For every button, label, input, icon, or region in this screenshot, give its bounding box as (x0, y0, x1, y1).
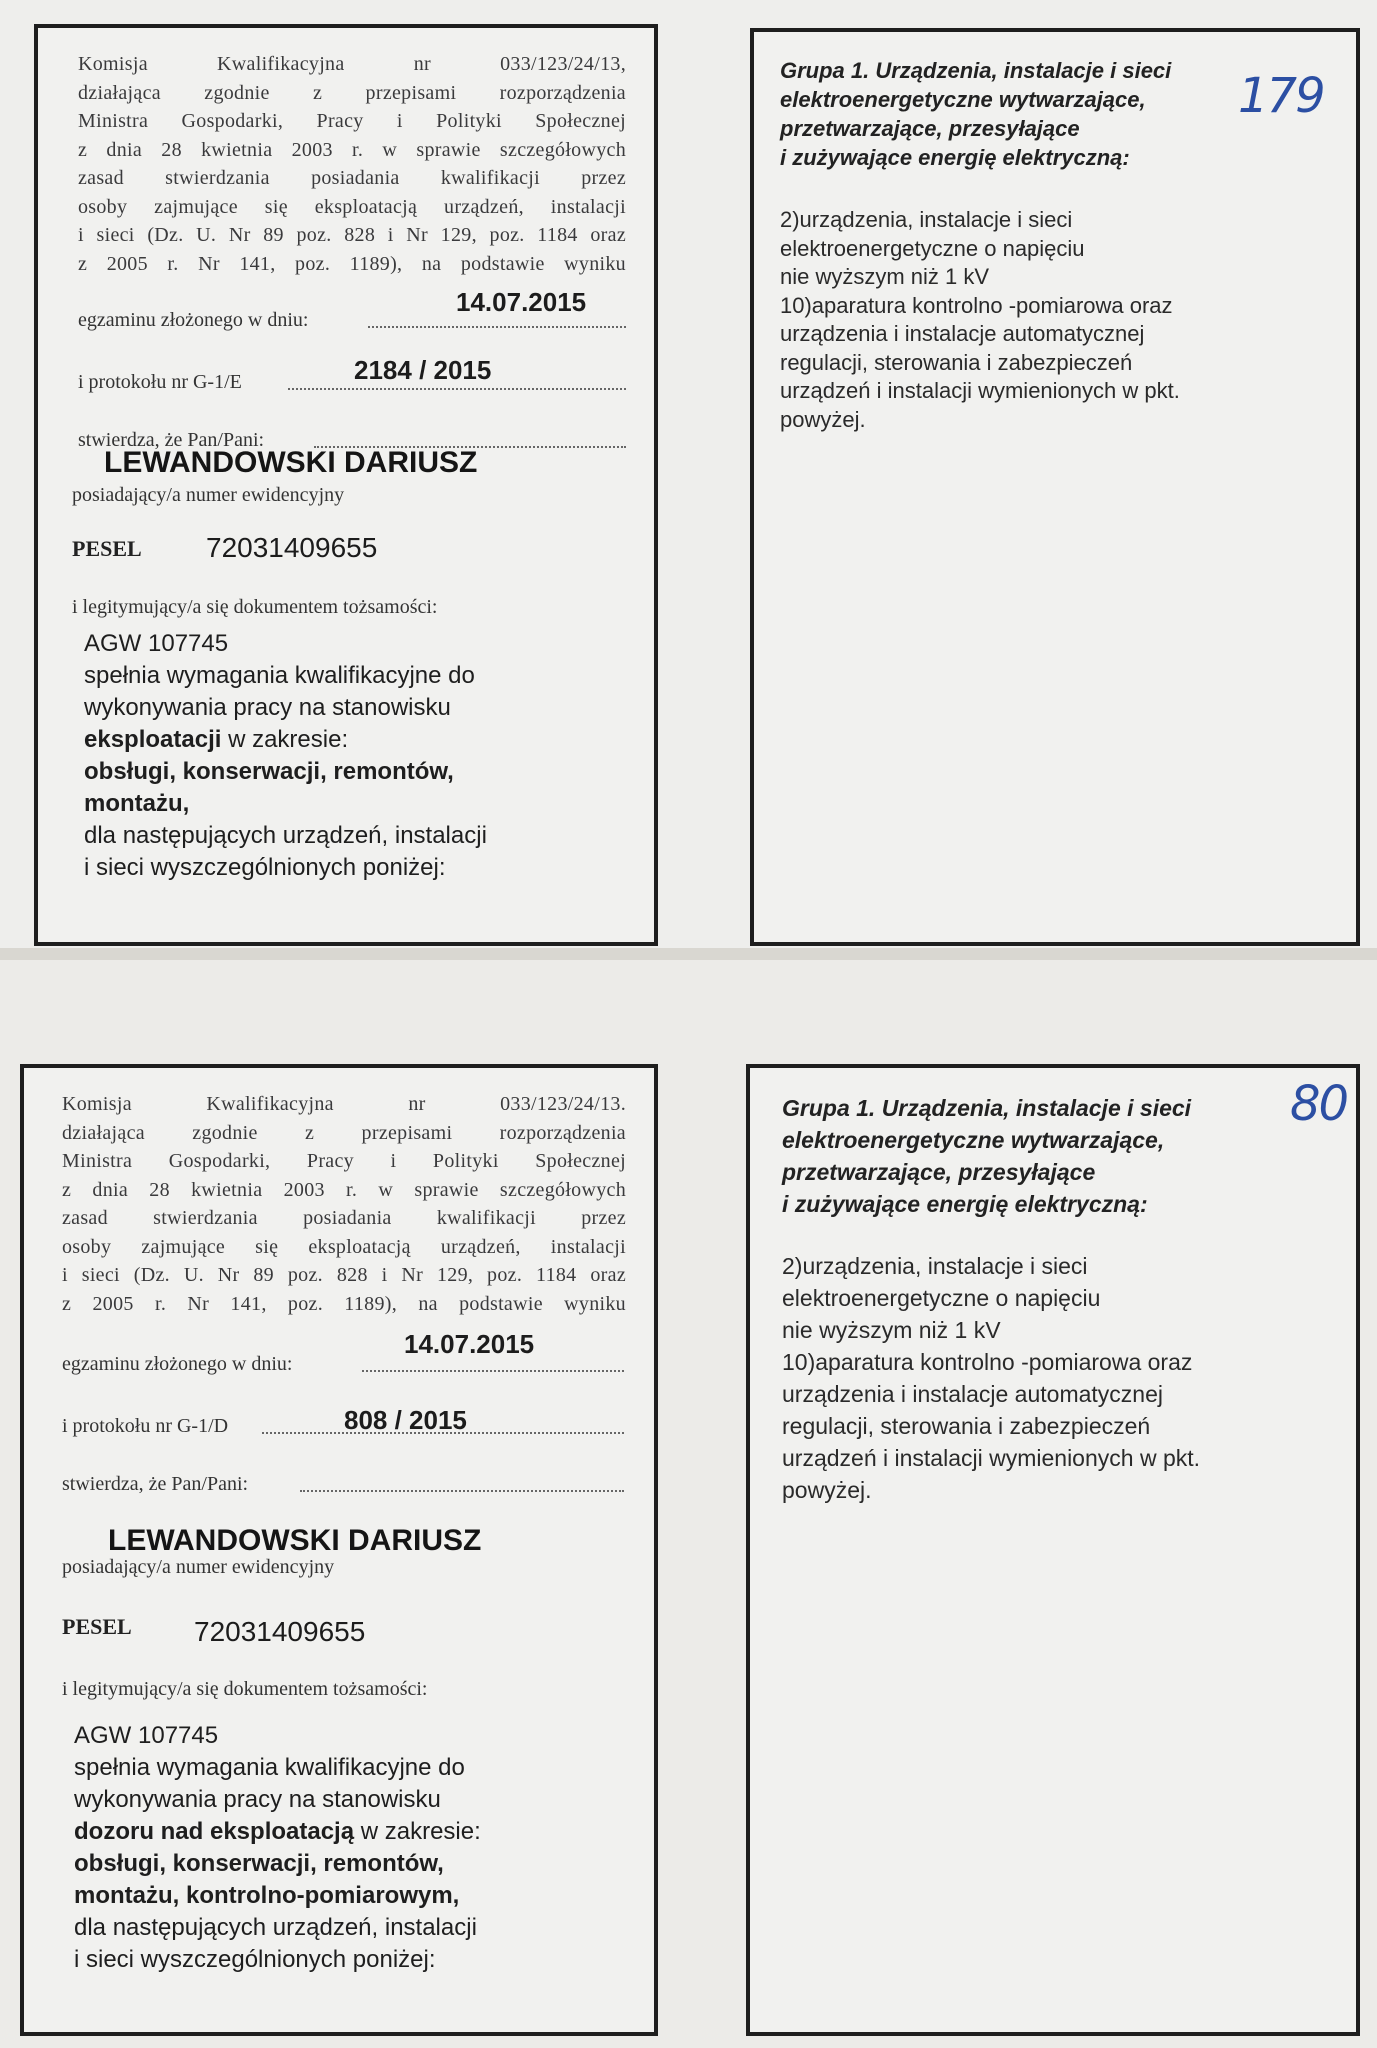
handwritten-page-number: 179 (1238, 68, 1324, 124)
holder-label: posiadający/a numer ewidencyjny (62, 1556, 335, 1578)
states-row (62, 1460, 626, 1496)
qualification-text (84, 628, 487, 884)
commission-intro (62, 1090, 626, 1318)
exam-date-label: egzaminu złożonego w dniu: (62, 1353, 293, 1375)
pesel-label: PESEL (62, 1614, 132, 1639)
devices-line: i sieci wyszczególnionych poniżej: (74, 1946, 436, 1973)
exam-date-row (78, 288, 626, 332)
scope-line: montażu, (84, 790, 190, 817)
devices-line: i sieci wyszczególnionych poniżej: (84, 854, 446, 881)
group-title-line: przetwarzające, przesyłające (780, 116, 1080, 141)
group-body-line: regulacji, sterowania i zabezpieczeń (780, 349, 1133, 375)
states-label: stwierdza, że Pan/Pani: (78, 429, 265, 451)
top-certificate-right-card (750, 28, 1360, 946)
holder-label: posiadający/a numer ewidencyjny (72, 484, 345, 506)
id-label: i legitymujący/a się dokumentem tożsamości: (62, 1678, 428, 1700)
scope-line: obsługi, konserwacji, remontów, (74, 1850, 444, 1877)
id-value: AGW 107745 (84, 630, 229, 657)
dotted-line (300, 1489, 624, 1492)
dotted-line (288, 387, 626, 390)
requirement-line: wykonywania pracy na stanowisku (84, 694, 451, 721)
bottom-certificate-left-card (20, 1064, 658, 2036)
group-body-line: 10)aparatura kontrolno -pomiarowa oraz (780, 292, 1173, 318)
scope-intro: w zakresie: (221, 726, 349, 753)
protocol-number: 808 / 2015 (344, 1405, 467, 1435)
intro-line: zasad stwierdzania posiadania kwalifikacji przez (78, 167, 626, 189)
group-title-line: i zużywające energię elektryczną: (780, 145, 1130, 170)
group-title-line: przetwarzające, przesyłające (782, 1159, 1096, 1185)
intro-line: osoby zajmujące się eksploatacją urządzeń, instalacji (62, 1235, 626, 1258)
group-body-line: elektroenergetyczne o napięciu (780, 235, 1085, 261)
scope-line: obsługi, konserwacji, remontów, (84, 758, 454, 785)
requirement-line: spełnia wymagania kwalifikacyjne do (84, 662, 475, 689)
bottom-certificate-right-card (746, 1064, 1360, 2036)
protocol-label: i protokołu nr G-1/D (62, 1415, 229, 1437)
pesel-value: 72031409655 (206, 532, 378, 563)
intro-line: Ministra Gospodarki, Pracy i Polityki Społecznej (78, 110, 626, 132)
commission-intro (78, 50, 626, 278)
intro-line: osoby zajmujące się eksploatacją urządzeń, instalacji (78, 195, 626, 218)
pesel-value: 72031409655 (194, 1616, 366, 1647)
requirement-line: wykonywania pracy na stanowisku (74, 1786, 441, 1813)
requirement-line: spełnia wymagania kwalifikacyjne do (74, 1754, 465, 1781)
top-certificate-left-card (34, 24, 658, 946)
sheet-gap (0, 948, 1377, 960)
group-body-line: urządzeń i instalacji wymienionych w pkt. (782, 1445, 1201, 1471)
position-type: eksploatacji (84, 726, 222, 753)
group-title-line: Grupa 1. Urządzenia, instalacje i sieci (780, 58, 1172, 83)
group-title-line: Grupa 1. Urządzenia, instalacje i sieci (782, 1095, 1192, 1121)
group-body (780, 206, 1328, 434)
dotted-line (368, 325, 626, 328)
protocol-row (62, 1398, 626, 1438)
dotted-line (362, 1369, 624, 1372)
group-body-line: nie wyższym niż 1 kV (782, 1317, 1001, 1343)
requirement-line (74, 1816, 481, 1848)
intro-line: i sieci (Dz. U. Nr 89 poz. 828 i Nr 129, poz. 1184 oraz (62, 1264, 626, 1286)
states-label: stwierdza, że Pan/Pani: (62, 1473, 249, 1495)
exam-date-label: egzaminu złożonego w dniu: (78, 309, 309, 331)
handwritten-page-number: 80 (1290, 1076, 1348, 1132)
protocol-label: i protokołu nr G-1/E (78, 371, 242, 393)
exam-date-value: 14.07.2015 (456, 287, 587, 317)
group-title-line: i zużywające energię elektryczną: (782, 1191, 1148, 1217)
intro-line: z 2005 r. Nr 141, poz. 1189), na podstawie wyniku (62, 1292, 626, 1315)
requirement-line (84, 724, 487, 756)
intro-line: i sieci (Dz. U. Nr 89 poz. 828 i Nr 129, poz. 1184 oraz (78, 224, 626, 246)
group-body-line: urządzeń i instalacji wymienionych w pkt. (780, 378, 1180, 403)
scope-intro: w zakresie: (354, 1818, 481, 1845)
group-title-line: elektroenergetyczne wytwarzające, (782, 1127, 1165, 1153)
group-body-line: nie wyższym niż 1 kV (780, 264, 990, 289)
group-title (782, 1092, 1328, 1220)
exam-date-row (62, 1328, 626, 1376)
group-body-line: elektroenergetyczne o napięciu (782, 1285, 1101, 1311)
group-body-line: powyżej. (780, 406, 866, 432)
intro-line: Komisja Kwalifikacyjna nr 033/123/24/13, (78, 53, 626, 75)
group-body-line: 2)urządzenia, instalacje i sieci (782, 1253, 1088, 1279)
group-body (782, 1250, 1328, 1506)
intro-line: zasad stwierdzania posiadania kwalifikacji przez (62, 1207, 626, 1229)
id-label: i legitymujący/a się dokumentem tożsamości: (72, 596, 438, 618)
group-body-line: 2)urządzenia, instalacje i sieci (780, 207, 1073, 232)
devices-line: dla następujących urządzeń, instalacji (84, 822, 487, 849)
protocol-row (78, 354, 626, 394)
devices-line: dla następujących urządzeń, instalacji (74, 1914, 477, 1941)
intro-line: działająca zgodnie z przepisami rozporządzenia (78, 81, 626, 104)
pesel-label: PESEL (72, 536, 142, 561)
intro-line: Komisja Kwalifikacyjna nr 033/123/24/13. (62, 1093, 626, 1115)
id-value: AGW 107745 (74, 1722, 219, 1749)
group-body-line: urządzenia i instalacje automatycznej (780, 321, 1145, 346)
intro-line: działająca zgodnie z przepisami rozporządzenia (62, 1121, 626, 1144)
person-name: LEWANDOWSKI DARIUSZ (108, 1524, 482, 1557)
group-body-line: powyżej. (782, 1477, 872, 1503)
intro-line: z dnia 28 kwietnia 2003 r. w sprawie szczegółowych (62, 1178, 626, 1201)
intro-line: Ministra Gospodarki, Pracy i Polityki Społecznej (62, 1150, 626, 1172)
scope-line: montażu, kontrolno-pomiarowym, (74, 1882, 460, 1909)
group-title-line: elektroenergetyczne wytwarzające, (780, 87, 1146, 112)
qualification-text (74, 1720, 481, 1976)
position-type: dozoru nad eksploatacją (74, 1818, 355, 1845)
person-name: LEWANDOWSKI DARIUSZ (104, 446, 478, 479)
intro-line: z 2005 r. Nr 141, poz. 1189), na podstawie wyniku (78, 252, 626, 275)
group-body-line: 10)aparatura kontrolno -pomiarowa oraz (782, 1349, 1193, 1375)
intro-line: z dnia 28 kwietnia 2003 r. w sprawie szczegółowych (78, 138, 626, 161)
exam-date-value: 14.07.2015 (404, 1329, 535, 1359)
group-body-line: urządzenia i instalacje automatycznej (782, 1381, 1163, 1407)
protocol-number: 2184 / 2015 (354, 355, 492, 385)
group-body-line: regulacji, sterowania i zabezpieczeń (782, 1413, 1151, 1439)
